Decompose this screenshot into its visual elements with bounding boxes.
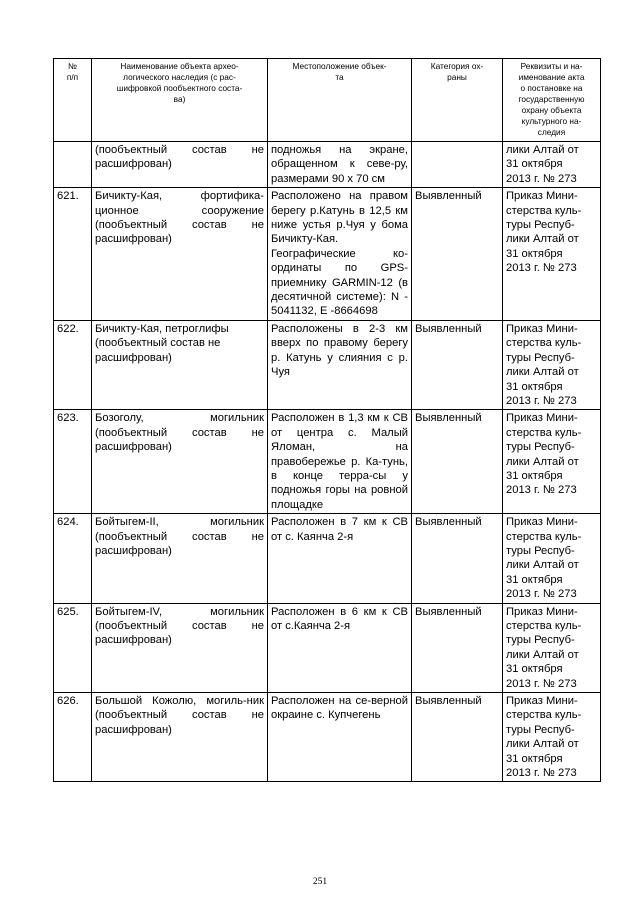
header-requisites: Реквизиты и на- именование акта о постановке на государственную охрану объекта культурного на- следия [503, 59, 601, 142]
cell-category: Выявленный [412, 603, 503, 692]
table-row [54, 603, 601, 692]
cell-category [412, 142, 503, 188]
cell-location: Расположен в 1,3 км к СВ от центра с. Малый Яломан, на правобережье р. Ка-тунь, в конце терра-сы у подножья горы на ровной площадке [268, 410, 412, 514]
cell-requisites: Приказ Мини- стерства куль- туры Респуб- лики Алтай от 31 октября 2013 г. № 273 [503, 693, 601, 782]
cell-num: 626. [54, 693, 92, 782]
cell-num: 623. [54, 410, 92, 514]
table-row [54, 410, 601, 514]
table-header-row [54, 59, 601, 142]
cell-num: 621. [54, 188, 92, 321]
table-row [54, 320, 601, 409]
table-row [54, 142, 601, 188]
cell-category: Выявленный [412, 320, 503, 409]
cell-location: Расположен на се-верной окраине с. Купчегень [268, 693, 412, 782]
cell-num: 624. [54, 514, 92, 603]
table-row [54, 514, 601, 603]
cell-name: Бойтыгем-IV, могильник (пообъектный состав не расшифрован) [92, 603, 268, 692]
table-row [54, 188, 601, 321]
page-number: 251 [312, 877, 328, 887]
cell-category: Выявленный [412, 693, 503, 782]
cell-location: Расположен в 7 км к СВ от с. Каянча 2-я [268, 514, 412, 603]
heritage-registry-table [53, 58, 601, 782]
cell-category: Выявленный [412, 188, 503, 321]
cell-requisites: Приказ Мини- стерства куль- туры Респуб- лики Алтай от 31 октября 2013 г. № 273 [503, 320, 601, 409]
cell-num [54, 142, 92, 188]
cell-requisites: лики Алтай от 31 октября 2013 г. № 273 [503, 142, 601, 188]
cell-requisites: Приказ Мини- стерства куль- туры Респуб- лики Алтай от 31 октября 2013 г. № 273 [503, 514, 601, 603]
cell-category: Выявленный [412, 514, 503, 603]
cell-location: Расположен в 6 км к СВ от с.Каянча 2-я [268, 603, 412, 692]
cell-location: Расположены в 2-3 км вверх по правому берегу р. Катунь у слияния с р. Чуя [268, 320, 412, 409]
cell-location: подножья на экране, обращенном к севе-ру, размерами 90 х 70 см [268, 142, 412, 188]
cell-location: Расположено на правом берегу р.Катунь в 12,5 км ниже устья р.Чуя у бома Бичикту-Кая. Географические ко-ординаты по GPS-приемнику GARMIN-12 (в десятичной системе): N - 5041132, E -8664698 [268, 188, 412, 321]
cell-name: Бичикту-Кая, петроглифы (пообъектный состав не расшифрован) [92, 320, 268, 409]
header-num: № п/п [54, 59, 92, 142]
cell-requisites: Приказ Мини- стерства куль- туры Респуб- лики Алтай от 31 октября 2013 г. № 273 [503, 188, 601, 321]
cell-num: 625. [54, 603, 92, 692]
cell-name: Бойтыгем-II, могильник (пообъектный состав не расшифрован) [92, 514, 268, 603]
cell-name: Бичикту-Кая, фортифика-ционное сооружение (пообъектный состав не расшифрован) [92, 188, 268, 321]
cell-name: Большой Кожолю, могиль-ник (пообъектный состав не расшифрован) [92, 693, 268, 782]
header-location: Местоположение объек- та [268, 59, 412, 142]
cell-category: Выявленный [412, 410, 503, 514]
table-row [54, 693, 601, 782]
header-name: Наименование объекта архео- логического наследия (с рас- шифровкой пообъектного соста- ва) [92, 59, 268, 142]
cell-num: 622. [54, 320, 92, 409]
cell-name: (пообъектный состав не расшифрован) [92, 142, 268, 188]
cell-requisites: Приказ Мини- стерства куль- туры Респуб- лики Алтай от 31 октября 2013 г. № 273 [503, 603, 601, 692]
cell-requisites: Приказ Мини- стерства куль- туры Респуб- лики Алтай от 31 октября 2013 г. № 273 [503, 410, 601, 514]
header-category: Категория ох- раны [412, 59, 503, 142]
cell-name: Бозоголу, могильник (пообъектный состав не расшифрован) [92, 410, 268, 514]
